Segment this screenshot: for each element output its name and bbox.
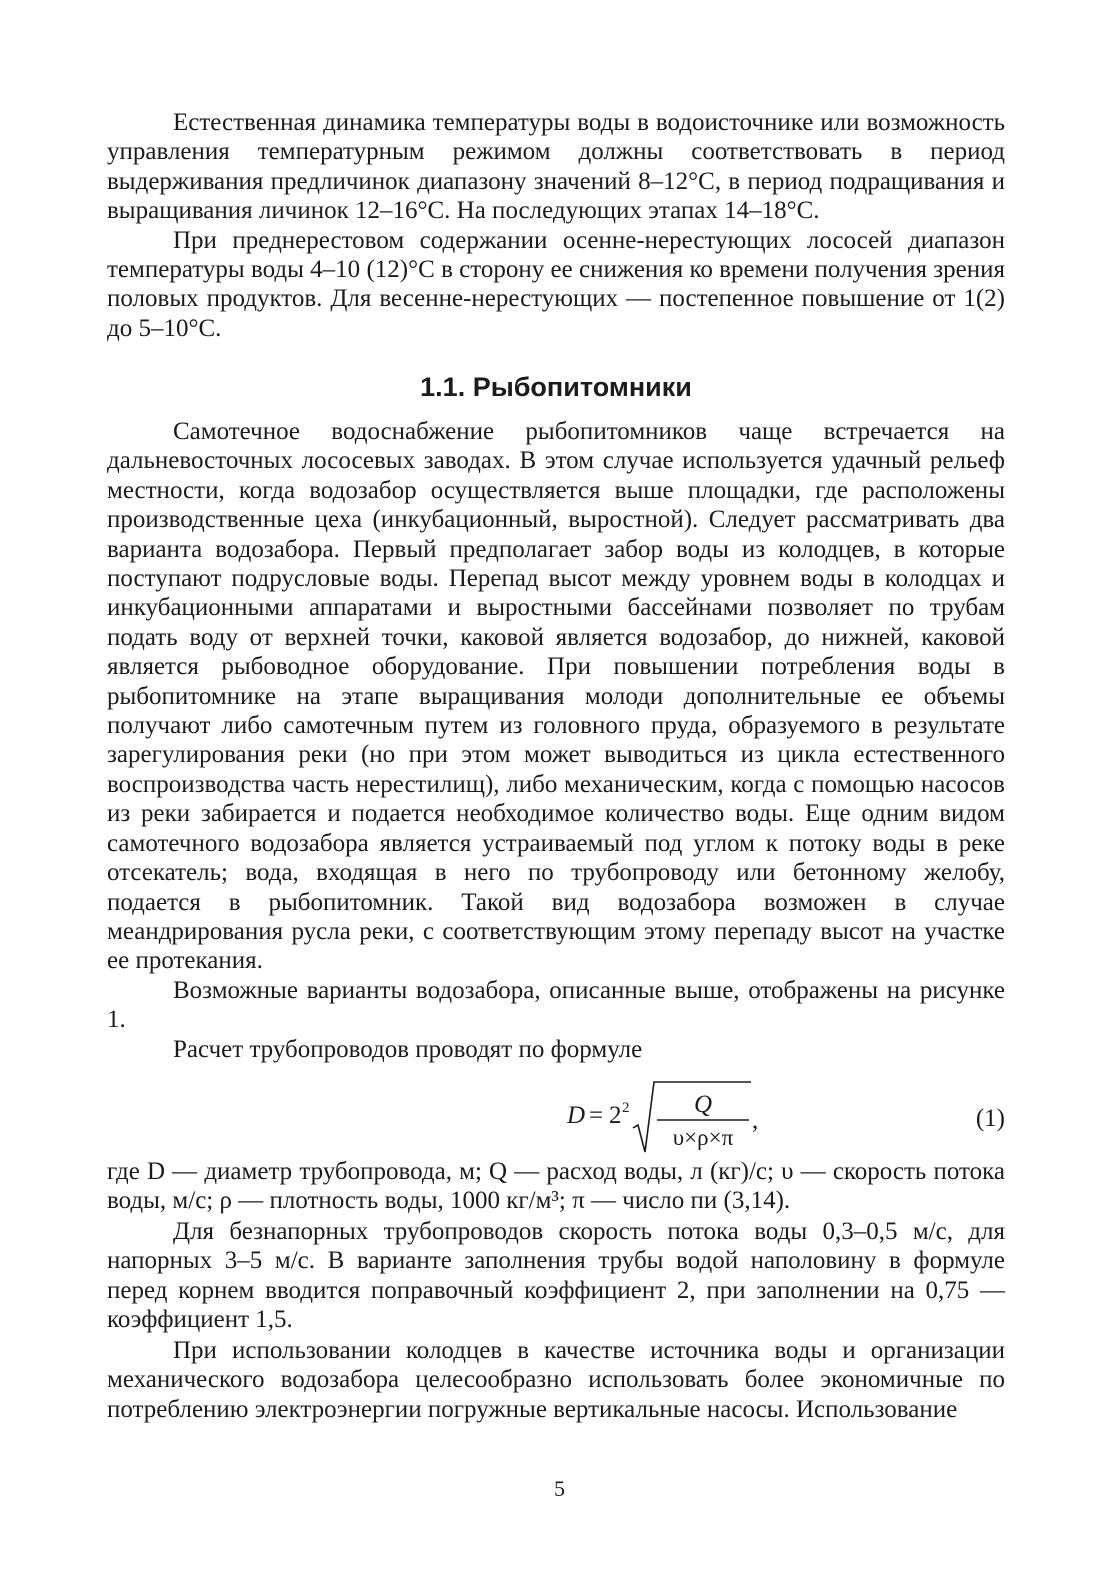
section-heading: 1.1. Рыбопитомники: [420, 372, 692, 402]
formula-lhs: D: [567, 1102, 586, 1129]
paragraph-formula-intro: Расчет трубопроводов проводят по формуле: [173, 1035, 643, 1063]
formula-legend-block: [107, 1157, 1005, 1216]
flow-speed-block: [107, 1217, 1005, 1335]
paragraph-gravity-water-supply: Самотечное водоснабжение рыбопитомников чаще встречается на дальневосточных лососевых заводах. В этом случае используется удачный рельеф местности, когда водозабор осуществляется выше площадки, где расположены производственные цеха (инкубационный, выростной). Следует рассматривать два варианта водозабора. Первый предполагает забор воды из колодцев, в которые поступают подрусловые воды. Перепад высот между уровнем воды в колодцах и инкубационными аппаратами и выростными бассейнами позволяет по трубам подать воду от верхней точки, каковой является водозабор, до нижней, каковой является рыбоводное оборудование. При повышении потребления воды в рыбопитомнике на этапе выращивания молоди дополнительные ее объемы получают либо самотечным путем из головного пруда, образуемого в результате зарегулирования реки (но при этом может выводиться из цикла естественного воспроизводства часть нерестилищ), либо механическим, когда с помощью насосов из реки забирается и подается необходимое количество воды. Еще одним видом самотечного водозабора является устраиваемый под углом к потоку воды в реке отсекатель; вода, входящая в него по трубопроводу или бетонному желобу, подается в рыбопитомник. Такой вид водозабора возможен в случае меандрирования русла реки, с соответствующим этому перепаду высот на участке ее протекания.: [107, 418, 1005, 975]
paragraph-temperature-dynamics: Естественная динамика температуры воды в водоисточнике или возможность управления температурным режимом должны соответствовать в период выдерживания предличинок диапазону значений 8–12°C, в период подращивания и выращивания личинок 12–16°C. На последующих этапах 14–18°C.: [107, 109, 1005, 225]
paragraph-formula-legend: где D — диаметр трубопровода, м; Q — расход воды, л (кг)/с; υ — скорость потока воды, м/с; ρ — плотность воды, 1000 кг/м³; π — число пи (3,14).: [107, 1158, 1005, 1215]
paragraph-prespawning-temperature: При преднерестовом содержании осенне-нерестующих лососей диапазон температуры воды 4–10 (12)°C в сторону ее снижения ко времени получения зрения половых продуктов. Для весенне-нерестующих — постепенное повышение от 1(2) до 5–10°C.: [107, 226, 1005, 342]
page-number: 5: [554, 1476, 565, 1501]
paragraph-pumps: При использовании колодцев в качестве источника воды и организации механического водозабора целесообразно использовать более экономичные по потреблению электроэнергии погружные вертикальные насосы. Использование: [107, 1337, 1005, 1423]
pipe-diameter-formula: [567, 1078, 767, 1162]
paragraph-figure-reference: Возможные варианты водозабора, описанные выше, отображены на рисунке 1.: [107, 976, 1005, 1034]
section-text-block: [107, 417, 1005, 1064]
paragraph-flow-speed: Для безнапорных трубопроводов скорость потока воды 0,3–0,5 м/с, для напорных 3–5 м/с. В варианте заполнения трубы водой наполовину в формуле перед корнем вводится поправочный коэффициент 2, при заполнении на 0,75 — коэффициент 1,5.: [107, 1218, 1005, 1334]
formula-block: [107, 1078, 1005, 1162]
formula-exponent: 2: [622, 1100, 630, 1116]
formula-denominator: υ×ρ×π: [672, 1125, 734, 1150]
formula-equals: =: [589, 1102, 604, 1129]
intro-text-block: [107, 108, 1005, 343]
formula-numerator: Q: [693, 1091, 713, 1118]
formula-coefficient: 2: [609, 1102, 622, 1129]
pumps-block: [107, 1336, 1005, 1424]
formula-comma: ,: [752, 1107, 759, 1134]
formula-number: (1): [975, 1105, 1005, 1132]
